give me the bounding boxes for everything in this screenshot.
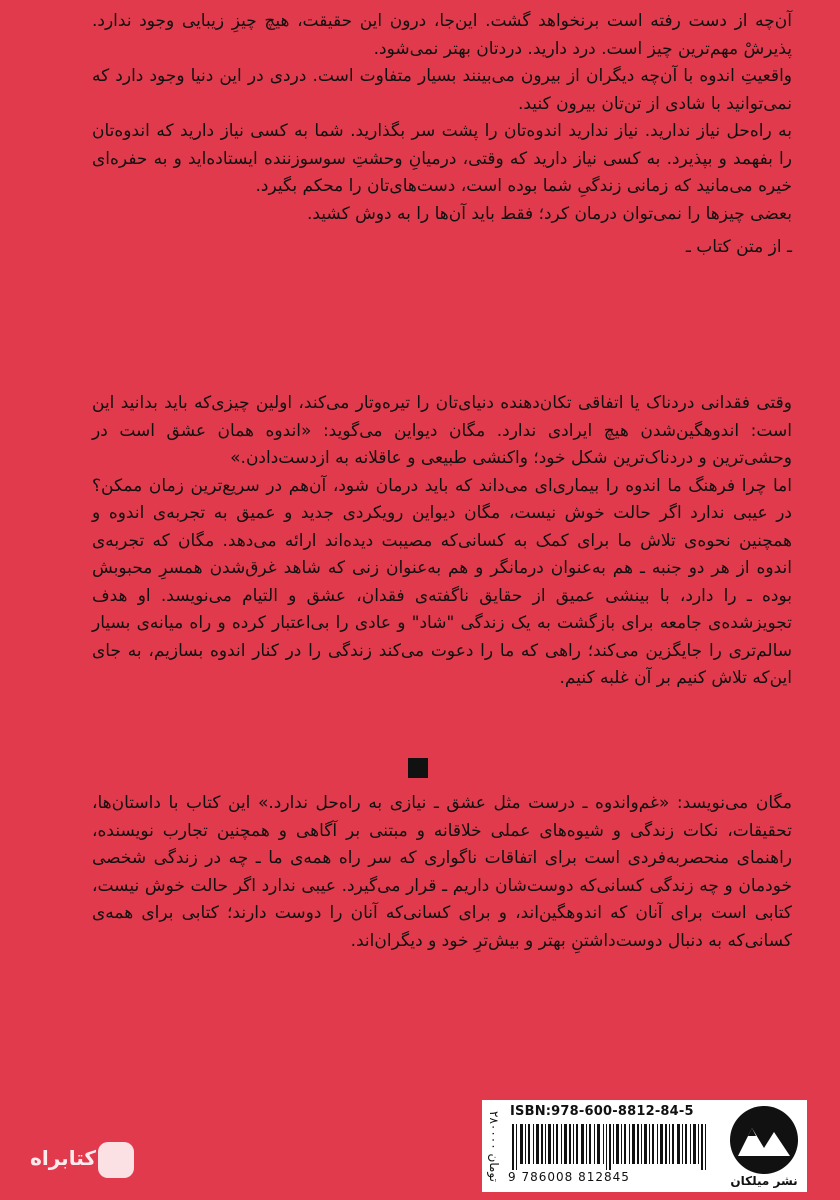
excerpt-paragraph: واقعیتِ اندوه با آن‌چه دیگران از بیرون می‌بینند بسیار متفاوت است. دردی در این دنیا وجود دارد که نمی‌توانید با شادی از تن‌تان بیرون کنید. (92, 66, 792, 114)
excerpt-paragraph: به راه‌حل نیاز ندارید. نیاز ندارید اندوه‌تان را پشت سر بگذارید. شما به کسی نیاز دارید که اندوه‌تان را بفهمد و بپذیرد. به کسی نیاز دارید که وقتی، درمیانِ وحشتِ سوسوزننده ایستاده‌اید و به حفره‌ای خیره می‌مانید که زمانی زندگیِ شما بوده است، دست‌های‌تان را محکم بگیرد. (92, 121, 792, 196)
excerpt-block (92, 8, 792, 262)
price-label: ۲۸۰۰۰۰ تومان (487, 1110, 501, 1182)
blurb-block (92, 790, 792, 955)
excerpt-paragraph: بعضی چیزها را نمی‌توان درمان کرد؛ فقط باید آن‌ها را به دوش کشید. (306, 203, 792, 224)
intro-block (92, 390, 792, 693)
intro-paragraph: وقتی فقدانی دردناک یا اتفاقی تکان‌دهنده دنیای‌تان را تیره‌وتار می‌کند، اولین چیزی‌که باید بدانید این است: اندوهگین‌شدن هیچ ایرادی ندارد. مگان دیواین می‌گوید: «اندوه همان عشق است در وحشی‌ترین و دردناک‌ترین شکل خود؛ واکنشی طبیعی و عاقلانه به ازدست‌دادن.» (92, 393, 792, 468)
excerpt-paragraph: آن‌چه از دست رفته است برنخواهد گشت. این‌جا، درون این حقیقت، هیچ چیزِ زیبایی وجود ندارد. پذیرشْ مهم‌ترین چیز است. درد دارید. دردتان بهتر نمی‌شود. (92, 11, 792, 59)
barcode-digits: 9 786008 812845 (508, 1170, 630, 1184)
section-divider-square (408, 758, 428, 778)
isbn-label: ISBN:978-600-8812-84-5 (510, 1104, 694, 1119)
publisher-name: نشر میلکان (730, 1174, 798, 1188)
intro-paragraph: اما چرا فرهنگ ما اندوه را بیماری‌ای می‌داند که باید درمان شود، آن‌هم در سریع‌ترین زمان ممکن؟ در عیبی ندارد اگر حالت خوش نیست، مگان دیواین رویکردی جدید و عمیق به تجربه‌ی اندوه و همچنین نحوه‌ی تلاش ما برای کمک به کسانی‌که مصیبت دیده‌اند ارائه می‌دهد. مگان که تجربه‌ی اندوه از هر دو جنبه ـ هم به‌عنوان درمانگر و هم به‌عنوان زنی که شاهد غرق‌شدن همسرِ محبوبش بوده ـ را دارد، با بینشی عمیق از حقایق ناگفته‌ی فقدان، عشق و التیام می‌نویسد. او هدف تجویزشده‌ی جامعه برای بازگشت به یک زندگی "شاد" و عادی را بی‌اعتبار کرده و راه میانه‌ی بسیار سالم‌تری را جایگزین می‌کند؛ راهی که ما را دعوت می‌کند زندگی را در کنار اندوه بسازیم، به جای این‌که تلاش کنیم بر آن غلبه کنیم. (92, 475, 792, 688)
barcode-icon (512, 1124, 712, 1170)
watermark-text: کتابراه (30, 1146, 96, 1170)
blurb-paragraph: مگان می‌نویسد: «غم‌واندوه ـ درست مثل عشق ـ نیازی به راه‌حل ندارد.» این کتاب با داستان‌ها، تحقیقات، نکات زندگی و شیوه‌های عملی خلاقانه و مبتنی بر آگاهی و همچنین تجارب نویسنده، راهنمای منحصربه‌فردی است برای اتفاقات ناگواری که سر راه همه‌ی ما ـ چه در زندگی شخصی خودمان و چه زندگی کسانی‌که دوست‌شان داریم ـ قرار می‌گیرد. عیبی ندارد اگر حالت خوش نیست، کتابی است برای آنان که اندوهگین‌اند، و برای کسانی‌که آنان را دوست دارند؛ کتابی برای همه‌ی کسانی‌که به دنبال دوست‌داشتنِ بهتر و بیش‌ترِ خود و دیگران‌اند. (92, 793, 792, 951)
ketabrah-logo-icon (98, 1142, 134, 1178)
excerpt-attribution: ـ از متن کتاب ـ (685, 237, 792, 257)
